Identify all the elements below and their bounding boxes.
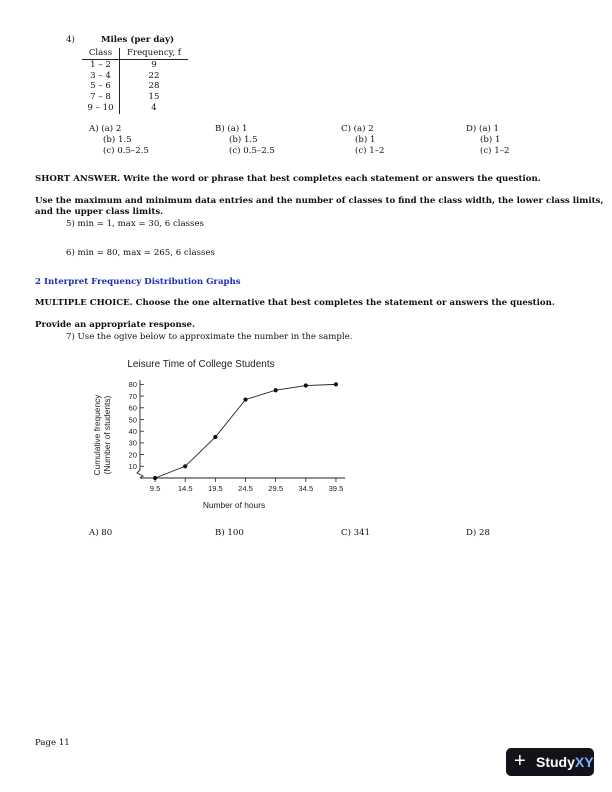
option-part-c: (c) 0.5–2.5 [103,146,149,156]
data-point [243,397,247,401]
brand-name [536,754,594,770]
question-6: 6) min = 80, max = 265, 6 classes [66,248,215,258]
y-tick-label: 70 [128,391,137,401]
q4-title: Miles (per day) [101,35,175,45]
table-row [82,103,188,114]
y-tick-label: 50 [128,415,137,425]
y-tick-label: 10 [128,462,137,472]
brand-accent: XY [574,754,594,770]
y-tick-label: 30 [128,438,137,448]
x-tick-label: 9.5 [149,484,161,493]
y-tick-label: 80 [128,380,137,390]
q7-option-b[interactable]: B) 100 [215,528,244,538]
x-axis-label: Number of hours [202,500,266,510]
q7-option-a[interactable]: A) 80 [89,528,113,538]
frequency-cell: 9 [151,59,157,70]
x-tick-label: 24.5 [238,484,253,493]
table-header-class: Class [82,48,120,59]
option-part-b: (b) 1.5 [103,135,132,145]
data-point [334,382,338,386]
option-part-a: (a) 1 [227,124,248,134]
data-point [153,476,157,480]
table-row [82,59,188,70]
class-cell: 1 – 2 [82,59,120,70]
chart-title: Leisure Time of College Students [127,359,275,370]
option-part-b: (b) 1.5 [229,135,258,145]
q4-option-b[interactable] [215,124,275,157]
q4-option-a[interactable] [89,124,149,157]
option-part-c: (c) 1–2 [355,146,385,156]
x-tick-label: 14.5 [177,484,193,493]
option-label: B) [215,124,225,134]
q4-option-c[interactable] [341,124,384,157]
table-header-frequency: Frequency, f [120,48,189,59]
q7-option-c[interactable]: C) 341 [341,528,371,538]
ogive-chart [90,350,360,515]
y-tick-label: 60 [128,403,137,413]
y-tick-label: 20 [128,450,137,460]
table-row [82,92,188,103]
table-row [82,71,188,82]
frequency-cell: 28 [148,81,160,92]
option-part-c: (c) 0.5–2.5 [229,146,275,156]
class-cell: 3 – 4 [82,71,120,82]
instruction-line-1: Use the maximum and minimum data entries and the number of classes to find the class width, the lower class limits, [35,196,604,206]
q4-number: 4) [66,35,75,45]
page-number: Page 11 [35,738,70,748]
option-part-a: (a) 2 [353,124,374,134]
class-cell: 9 – 10 [82,103,120,114]
plus-icon: + [514,750,526,772]
y-axis-label-line-1: Cumulative frequency [92,394,102,476]
question-5: 5) min = 1, max = 30, 6 classes [66,219,204,229]
q4-option-d[interactable] [466,124,509,157]
brand-word: Study [536,754,575,770]
x-tick-label: 19.5 [207,484,223,493]
y-axis-label-line-2: (Number of students) [102,395,112,475]
question-7: 7) Use the ogive below to approximate the number in the sample. [66,332,353,342]
studyxy-badge[interactable] [506,748,594,776]
frequency-cell: 22 [148,70,160,81]
multiple-choice-heading: MULTIPLE CHOICE. Choose the one alternative that best completes the statement or answers the question. [35,298,555,308]
option-part-a: (a) 2 [101,124,122,134]
frequency-cell: 4 [151,102,157,113]
data-point [274,388,278,392]
x-tick-label: 29.5 [268,484,284,493]
option-part-c: (c) 1–2 [480,146,510,156]
provide-response-heading: Provide an appropriate response. [35,320,196,330]
option-part-a: (a) 1 [478,124,500,134]
section-title: 2 Interpret Frequency Distribution Graphs [35,277,241,287]
option-label: A) [89,124,99,134]
option-part-b: (b) 1 [480,135,501,145]
option-label: D) [466,124,477,134]
data-point [213,435,217,439]
option-label: C) [341,124,351,134]
frequency-table [82,48,188,114]
data-point [183,464,187,468]
short-answer-heading: SHORT ANSWER. Write the word or phrase that best completes each statement or answers the question. [35,174,541,184]
axis-break [137,470,143,478]
instruction-line-2: and the upper class limits. [35,207,164,217]
class-cell: 7 – 8 [82,92,120,103]
frequency-cell: 15 [148,92,160,103]
table-row [82,81,188,92]
y-tick-label: 40 [128,426,137,436]
x-tick-label: 34.5 [298,484,314,493]
q7-option-d[interactable]: D) 28 [466,528,490,538]
class-cell: 5 – 6 [82,81,120,92]
option-part-b: (b) 1 [355,135,376,145]
x-tick-label: 39.5 [328,484,344,493]
data-point [304,383,308,387]
